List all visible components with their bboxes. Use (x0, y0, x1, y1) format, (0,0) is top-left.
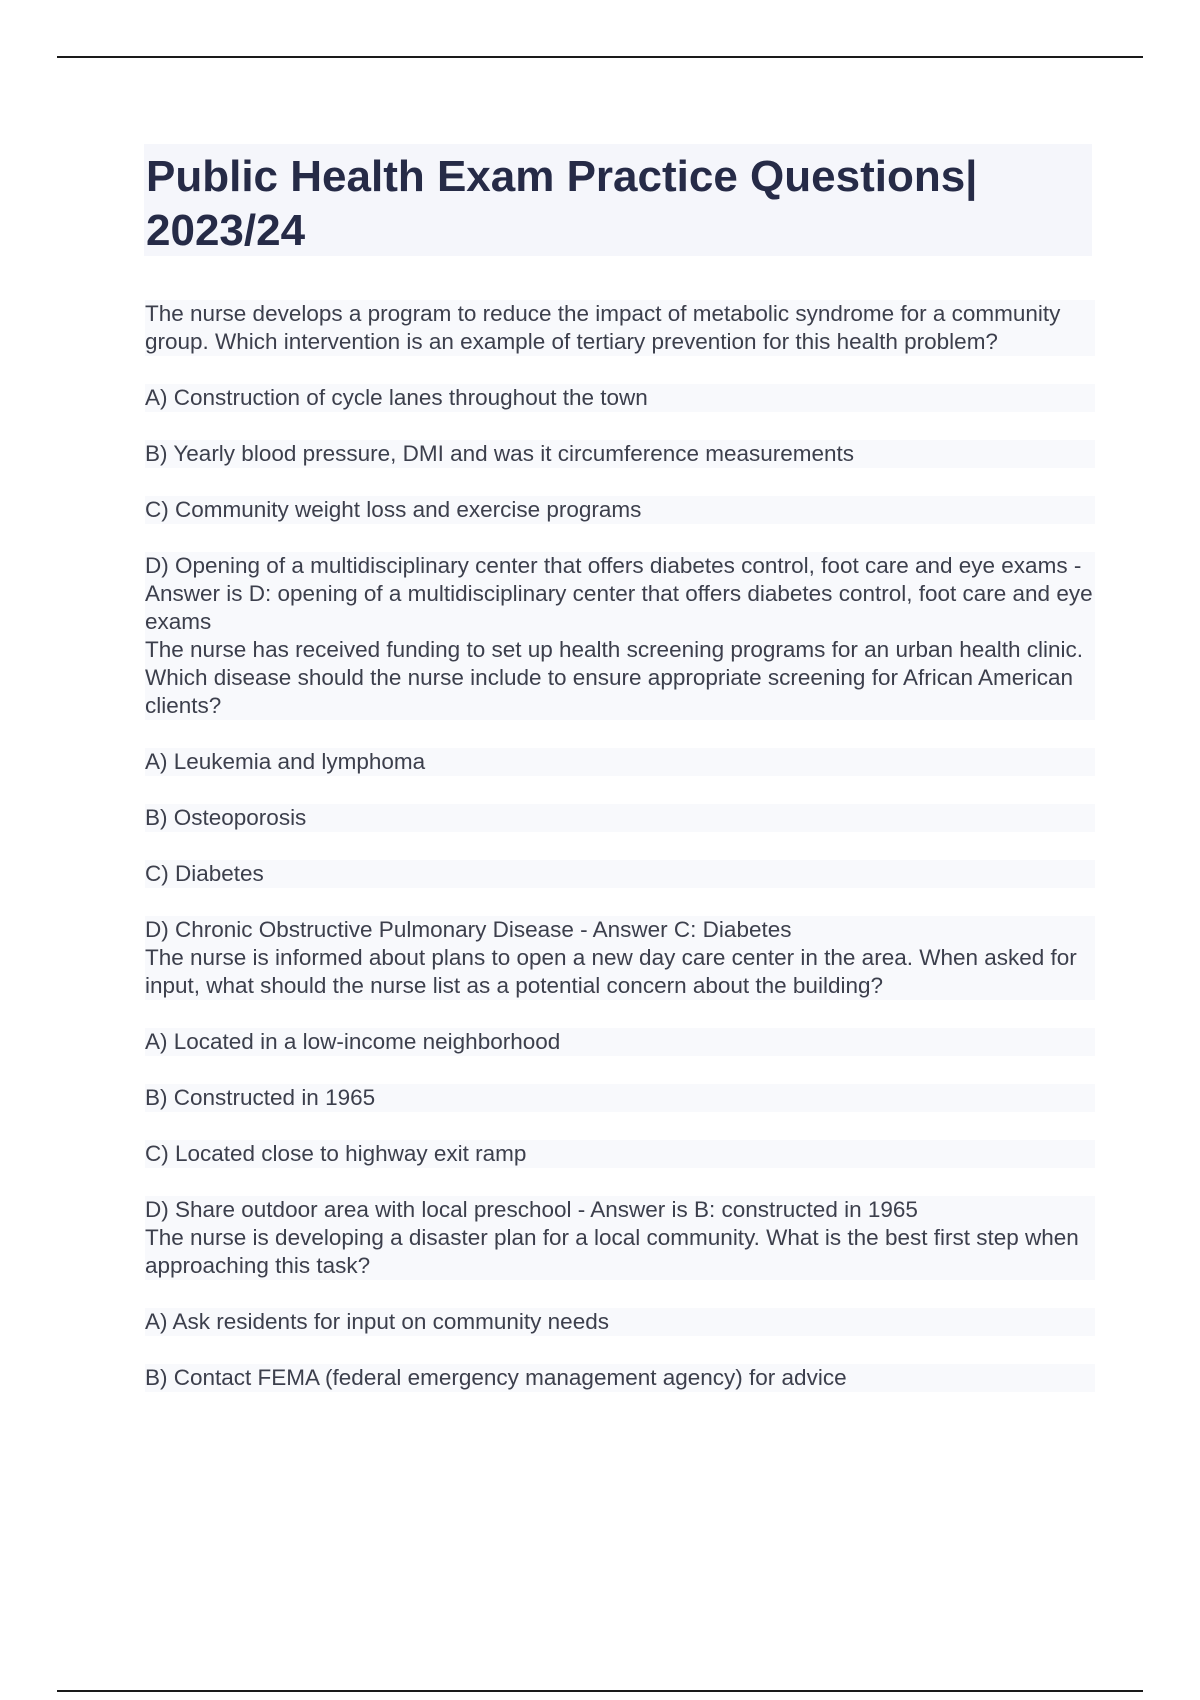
question-stem: The nurse is informed about plans to open a new day care center in the area. When asked for input, what should the nurse list as a potential concern about the building? (145, 944, 1095, 1000)
question-stem: The nurse develops a program to reduce the impact of metabolic syndrome for a community group. Which intervention is an example of tertiary prevention for this health problem? (145, 300, 1095, 356)
answer-option-with-answer: D) Share outdoor area with local preschool - Answer is B: constructed in 1965 (145, 1196, 1095, 1224)
answer-option: B) Contact FEMA (federal emergency management agency) for advice (145, 1364, 1095, 1392)
answer-option: B) Yearly blood pressure, DMI and was it circumference measurements (145, 440, 1095, 468)
answer-option: A) Ask residents for input on community needs (145, 1308, 1095, 1336)
question-stem: The nurse is developing a disaster plan for a local community. What is the best first step when approaching this task? (145, 1224, 1095, 1280)
answer-option: A) Construction of cycle lanes throughout the town (145, 384, 1095, 412)
document-body (145, 300, 1095, 1392)
answer-option: C) Diabetes (145, 860, 1095, 888)
answer-option: A) Located in a low-income neighborhood (145, 1028, 1095, 1056)
answer-option: B) Constructed in 1965 (145, 1084, 1095, 1112)
title-line-1: Public Health Exam Practice Questions| (146, 152, 978, 201)
answer-option-with-answer: D) Opening of a multidisciplinary center that offers diabetes control, foot care and eye exams - Answer is D: opening of a multidisciplinary center that offers diabetes control, foot care and eye exams (145, 552, 1095, 636)
answer-option-with-answer: D) Chronic Obstructive Pulmonary Disease - Answer C: Diabetes (145, 916, 1095, 944)
title-block (144, 144, 1092, 256)
answer-option: A) Leukemia and lymphoma (145, 748, 1095, 776)
answer-option: C) Located close to highway exit ramp (145, 1140, 1095, 1168)
title-line-2: 2023/24 (146, 206, 306, 255)
question-stem: The nurse has received funding to set up health screening programs for an urban health clinic. Which disease should the nurse include to ensure appropriate screening for African American clients? (145, 636, 1095, 720)
answer-option: C) Community weight loss and exercise programs (145, 496, 1095, 524)
header-rule (57, 56, 1143, 58)
document-title (144, 144, 1092, 258)
answer-option: B) Osteoporosis (145, 804, 1095, 832)
footer-rule (57, 1690, 1143, 1692)
